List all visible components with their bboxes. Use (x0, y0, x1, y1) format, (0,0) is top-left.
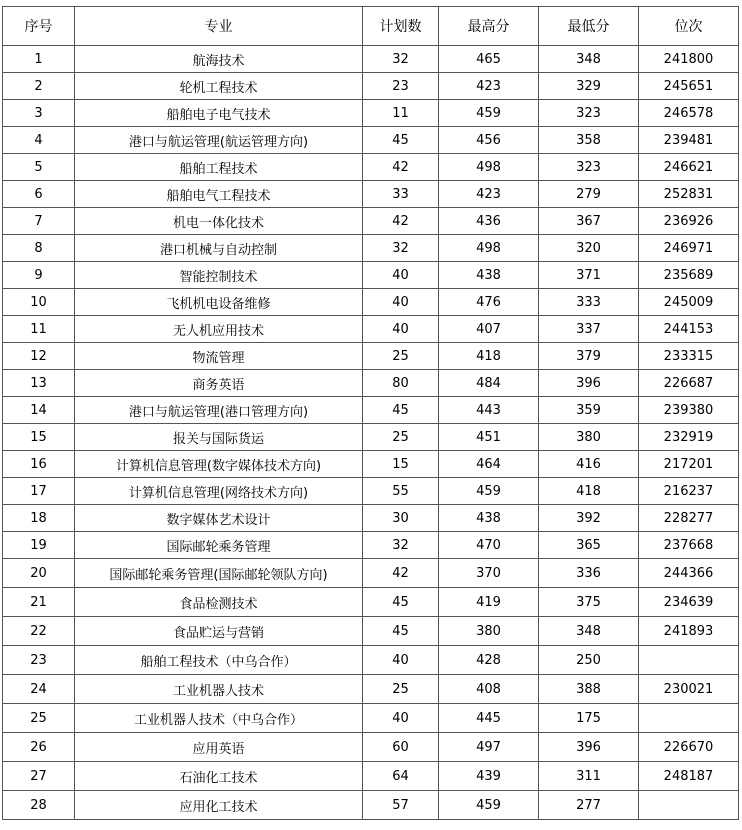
row-index: 25 (3, 704, 75, 733)
major-name: 国际邮轮乘务管理 (75, 532, 363, 559)
plan-count: 42 (363, 154, 439, 181)
rank: 245651 (639, 73, 739, 100)
major-name: 轮机工程技术 (75, 73, 363, 100)
min-score: 279 (539, 181, 639, 208)
table-row (3, 370, 739, 397)
row-index: 20 (3, 559, 75, 588)
min-score: 379 (539, 343, 639, 370)
rank: 234639 (639, 588, 739, 617)
table-row (3, 181, 739, 208)
max-score: 370 (439, 559, 539, 588)
rank: 244153 (639, 316, 739, 343)
rank: 216237 (639, 478, 739, 505)
rank: 235689 (639, 262, 739, 289)
row-index: 3 (3, 100, 75, 127)
table-row (3, 424, 739, 451)
major-name: 机电一体化技术 (75, 208, 363, 235)
table-row (3, 397, 739, 424)
row-index: 23 (3, 646, 75, 675)
max-score: 443 (439, 397, 539, 424)
table-row (3, 704, 739, 733)
max-score: 498 (439, 235, 539, 262)
rank: 246578 (639, 100, 739, 127)
row-index: 26 (3, 733, 75, 762)
rank: 252831 (639, 181, 739, 208)
row-index: 27 (3, 762, 75, 791)
rank: 239481 (639, 127, 739, 154)
min-score: 392 (539, 505, 639, 532)
plan-count: 42 (363, 559, 439, 588)
min-score: 323 (539, 154, 639, 181)
rank: 230021 (639, 675, 739, 704)
max-score: 436 (439, 208, 539, 235)
row-index: 28 (3, 791, 75, 820)
min-score: 380 (539, 424, 639, 451)
min-score: 365 (539, 532, 639, 559)
plan-count: 42 (363, 208, 439, 235)
table-row (3, 343, 739, 370)
plan-count: 11 (363, 100, 439, 127)
plan-count: 80 (363, 370, 439, 397)
header-max-score: 最高分 (439, 7, 539, 46)
rank: 237668 (639, 532, 739, 559)
major-name: 工业机器人技术 (75, 675, 363, 704)
admission-scores-table (2, 6, 739, 820)
major-name: 数字媒体艺术设计 (75, 505, 363, 532)
major-name: 工业机器人技术（中乌合作） (75, 704, 363, 733)
major-name: 船舶电气工程技术 (75, 181, 363, 208)
plan-count: 40 (363, 289, 439, 316)
row-index: 12 (3, 343, 75, 370)
rank: 245009 (639, 289, 739, 316)
rank: 244366 (639, 559, 739, 588)
max-score: 456 (439, 127, 539, 154)
row-index: 18 (3, 505, 75, 532)
header-plan-count: 计划数 (363, 7, 439, 46)
plan-count: 45 (363, 588, 439, 617)
major-name: 食品贮运与营销 (75, 617, 363, 646)
major-name: 航海技术 (75, 46, 363, 73)
table-row (3, 478, 739, 505)
major-name: 飞机机电设备维修 (75, 289, 363, 316)
table-row (3, 316, 739, 343)
major-name: 港口与航运管理(港口管理方向) (75, 397, 363, 424)
plan-count: 57 (363, 791, 439, 820)
table-row (3, 588, 739, 617)
row-index: 21 (3, 588, 75, 617)
plan-count: 60 (363, 733, 439, 762)
max-score: 438 (439, 505, 539, 532)
min-score: 277 (539, 791, 639, 820)
row-index: 5 (3, 154, 75, 181)
row-index: 16 (3, 451, 75, 478)
min-score: 311 (539, 762, 639, 791)
major-name: 无人机应用技术 (75, 316, 363, 343)
table-row (3, 154, 739, 181)
table-row (3, 235, 739, 262)
table-row (3, 646, 739, 675)
max-score: 470 (439, 532, 539, 559)
row-index: 4 (3, 127, 75, 154)
min-score: 388 (539, 675, 639, 704)
header-rank: 位次 (639, 7, 739, 46)
min-score: 371 (539, 262, 639, 289)
plan-count: 30 (363, 505, 439, 532)
max-score: 484 (439, 370, 539, 397)
header-min-score: 最低分 (539, 7, 639, 46)
major-name: 应用化工技术 (75, 791, 363, 820)
min-score: 416 (539, 451, 639, 478)
table-row (3, 46, 739, 73)
max-score: 439 (439, 762, 539, 791)
min-score: 396 (539, 370, 639, 397)
rank: 246621 (639, 154, 739, 181)
table-row (3, 617, 739, 646)
plan-count: 25 (363, 424, 439, 451)
major-name: 船舶电子电气技术 (75, 100, 363, 127)
major-name: 国际邮轮乘务管理(国际邮轮领队方向) (75, 559, 363, 588)
plan-count: 32 (363, 532, 439, 559)
row-index: 22 (3, 617, 75, 646)
row-index: 6 (3, 181, 75, 208)
rank: 241800 (639, 46, 739, 73)
plan-count: 45 (363, 397, 439, 424)
max-score: 459 (439, 791, 539, 820)
max-score: 498 (439, 154, 539, 181)
row-index: 7 (3, 208, 75, 235)
major-name: 智能控制技术 (75, 262, 363, 289)
rank (639, 791, 739, 820)
max-score: 423 (439, 181, 539, 208)
plan-count: 15 (363, 451, 439, 478)
plan-count: 45 (363, 127, 439, 154)
row-index: 1 (3, 46, 75, 73)
max-score: 464 (439, 451, 539, 478)
table-row (3, 208, 739, 235)
min-score: 359 (539, 397, 639, 424)
plan-count: 40 (363, 646, 439, 675)
min-score: 348 (539, 617, 639, 646)
max-score: 497 (439, 733, 539, 762)
row-index: 11 (3, 316, 75, 343)
major-name: 港口机械与自动控制 (75, 235, 363, 262)
row-index: 14 (3, 397, 75, 424)
max-score: 407 (439, 316, 539, 343)
max-score: 451 (439, 424, 539, 451)
row-index: 10 (3, 289, 75, 316)
plan-count: 55 (363, 478, 439, 505)
row-index: 24 (3, 675, 75, 704)
plan-count: 40 (363, 316, 439, 343)
rank: 233315 (639, 343, 739, 370)
table-row (3, 289, 739, 316)
min-score: 320 (539, 235, 639, 262)
min-score: 348 (539, 46, 639, 73)
table-row (3, 762, 739, 791)
plan-count: 33 (363, 181, 439, 208)
plan-count: 23 (363, 73, 439, 100)
header-index: 序号 (3, 7, 75, 46)
min-score: 396 (539, 733, 639, 762)
rank: 228277 (639, 505, 739, 532)
table-row (3, 675, 739, 704)
rank: 239380 (639, 397, 739, 424)
max-score: 418 (439, 343, 539, 370)
table-row (3, 559, 739, 588)
major-name: 船舶工程技术（中乌合作） (75, 646, 363, 675)
rank (639, 646, 739, 675)
max-score: 465 (439, 46, 539, 73)
rank: 246971 (639, 235, 739, 262)
row-index: 9 (3, 262, 75, 289)
header-major: 专业 (75, 7, 363, 46)
max-score: 428 (439, 646, 539, 675)
row-index: 2 (3, 73, 75, 100)
table-row (3, 733, 739, 762)
rank: 226670 (639, 733, 739, 762)
max-score: 438 (439, 262, 539, 289)
table-row (3, 127, 739, 154)
major-name: 港口与航运管理(航运管理方向) (75, 127, 363, 154)
max-score: 459 (439, 478, 539, 505)
max-score: 445 (439, 704, 539, 733)
min-score: 418 (539, 478, 639, 505)
rank (639, 704, 739, 733)
max-score: 459 (439, 100, 539, 127)
rank: 248187 (639, 762, 739, 791)
table-row (3, 791, 739, 820)
min-score: 175 (539, 704, 639, 733)
major-name: 食品检测技术 (75, 588, 363, 617)
plan-count: 64 (363, 762, 439, 791)
max-score: 408 (439, 675, 539, 704)
table-row (3, 505, 739, 532)
max-score: 476 (439, 289, 539, 316)
plan-count: 25 (363, 343, 439, 370)
plan-count: 25 (363, 675, 439, 704)
rank: 241893 (639, 617, 739, 646)
plan-count: 40 (363, 704, 439, 733)
major-name: 石油化工技术 (75, 762, 363, 791)
major-name: 报关与国际货运 (75, 424, 363, 451)
max-score: 423 (439, 73, 539, 100)
row-index: 17 (3, 478, 75, 505)
major-name: 计算机信息管理(数字媒体技术方向) (75, 451, 363, 478)
plan-count: 32 (363, 46, 439, 73)
min-score: 323 (539, 100, 639, 127)
min-score: 329 (539, 73, 639, 100)
table-row (3, 532, 739, 559)
row-index: 19 (3, 532, 75, 559)
min-score: 250 (539, 646, 639, 675)
min-score: 358 (539, 127, 639, 154)
rank: 217201 (639, 451, 739, 478)
table-row (3, 100, 739, 127)
rank: 226687 (639, 370, 739, 397)
max-score: 380 (439, 617, 539, 646)
min-score: 337 (539, 316, 639, 343)
rank: 236926 (639, 208, 739, 235)
rank: 232919 (639, 424, 739, 451)
row-index: 8 (3, 235, 75, 262)
table-row (3, 262, 739, 289)
plan-count: 45 (363, 617, 439, 646)
table-header-row (3, 7, 739, 46)
row-index: 13 (3, 370, 75, 397)
min-score: 336 (539, 559, 639, 588)
major-name: 商务英语 (75, 370, 363, 397)
major-name: 应用英语 (75, 733, 363, 762)
min-score: 367 (539, 208, 639, 235)
max-score: 419 (439, 588, 539, 617)
min-score: 375 (539, 588, 639, 617)
major-name: 船舶工程技术 (75, 154, 363, 181)
row-index: 15 (3, 424, 75, 451)
table-row (3, 73, 739, 100)
major-name: 物流管理 (75, 343, 363, 370)
major-name: 计算机信息管理(网络技术方向) (75, 478, 363, 505)
plan-count: 32 (363, 235, 439, 262)
table-row (3, 451, 739, 478)
min-score: 333 (539, 289, 639, 316)
plan-count: 40 (363, 262, 439, 289)
